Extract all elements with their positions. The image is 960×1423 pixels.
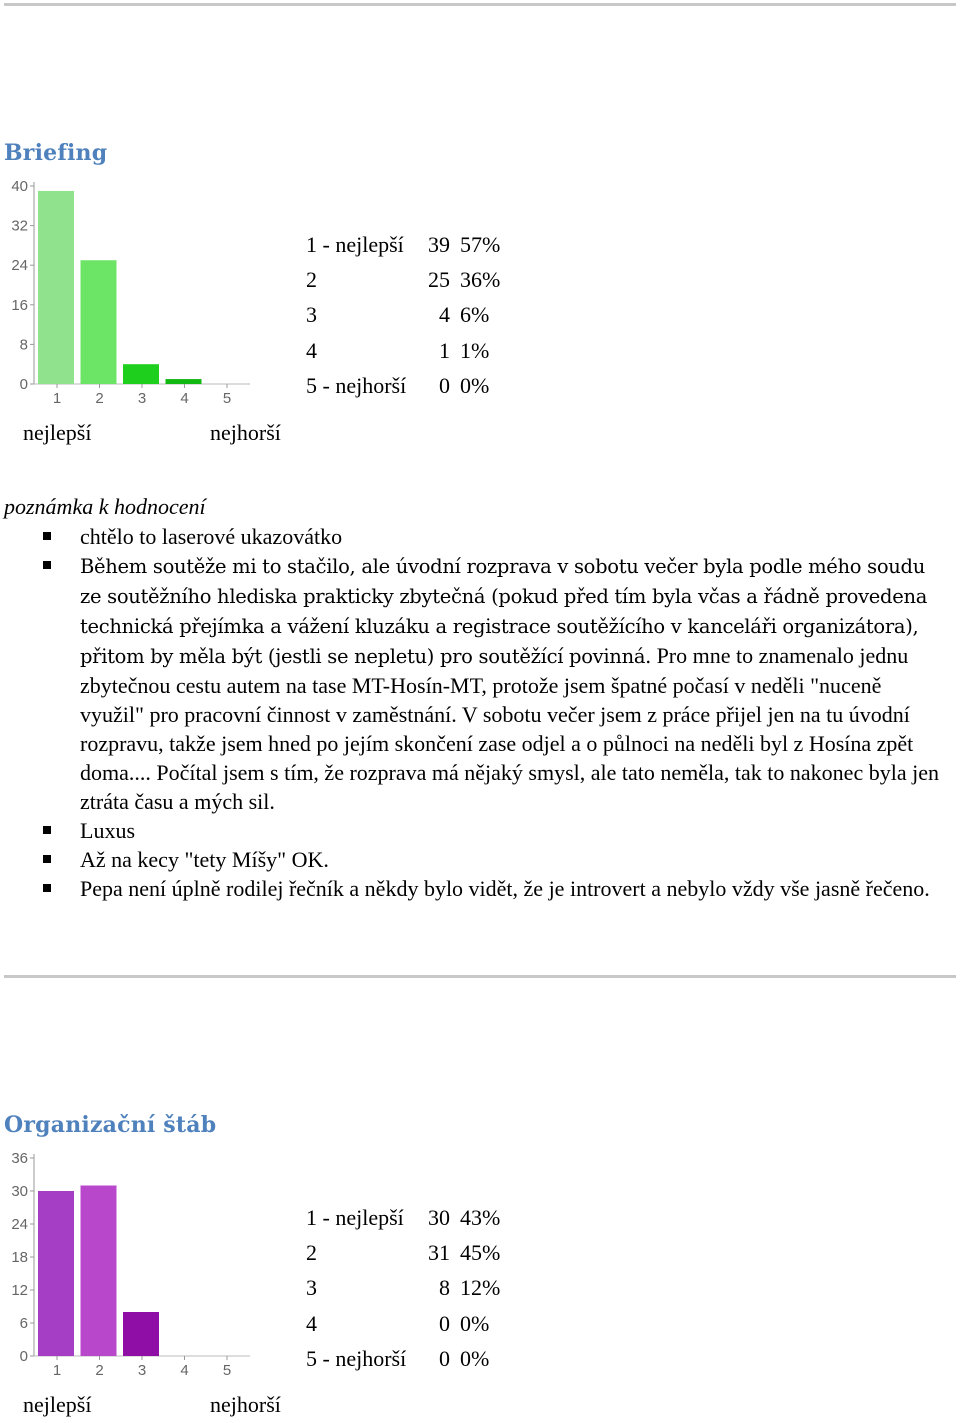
stats-percent: 0% xyxy=(460,1310,490,1336)
stats-count: 0 xyxy=(439,372,450,398)
note-item xyxy=(80,874,945,903)
bar xyxy=(38,191,74,384)
stats-count: 0 xyxy=(439,1345,450,1371)
note-item xyxy=(80,845,945,874)
bar xyxy=(81,260,117,384)
y-tick-label: 0 xyxy=(19,1348,28,1365)
stats-count: 39 xyxy=(428,231,450,257)
stats-percent: 6% xyxy=(460,302,490,328)
bar xyxy=(81,1186,117,1357)
note-item xyxy=(80,816,945,845)
x-tick-label: 3 xyxy=(137,390,147,407)
section-divider xyxy=(4,975,956,978)
y-tick-label: 40 xyxy=(11,178,28,195)
stats-count: 0 xyxy=(439,1310,450,1336)
scale-label-worst: nejhorší xyxy=(210,1392,281,1417)
briefing-bar-chart xyxy=(0,170,260,410)
bar xyxy=(38,1191,74,1356)
section-divider-top xyxy=(4,3,956,6)
stats-row xyxy=(306,368,504,403)
y-tick-label: 24 xyxy=(11,257,28,275)
stats-count: 4 xyxy=(439,302,450,328)
stats-label: 4 xyxy=(306,337,317,363)
x-tick-label: 5 xyxy=(222,1362,232,1379)
stats-percent: 1% xyxy=(460,337,490,363)
scale-label-worst: nejhorší xyxy=(210,420,281,445)
stats-count: 8 xyxy=(439,1275,450,1301)
stats-count: 31 xyxy=(428,1239,450,1265)
bar xyxy=(166,379,202,384)
stats-row xyxy=(306,1306,504,1341)
x-tick-label: 5 xyxy=(222,390,232,407)
y-tick-label: 16 xyxy=(11,296,28,314)
note-item xyxy=(80,522,945,551)
briefing-stats-table xyxy=(306,227,504,403)
stats-row xyxy=(306,298,504,333)
y-tick-label: 6 xyxy=(19,1315,28,1332)
note-text: Pro mne to znamenalo jednu zbytečnou cestu autem na tase MT-Hosín-MT, protože jsem špatné počasí v neděli "nuceně využil" pro pracovní činnost v zaměstnání. V sobotu večer jsem z práce přijel jen na tu úvodní rozpravu, takže jsem hned po jejím skončení zase odjel a o půlnoci na neděli byl z Hosína zpět doma.... Počítal jsem s tím, že rozprava má nějaký smysl, ale tato neměla, tak to nakonec byla jen ztráta času a mých sil. xyxy=(80,643,939,814)
x-tick-label: 4 xyxy=(180,390,189,407)
y-tick-label: 30 xyxy=(11,1183,28,1200)
note-text: Luxus xyxy=(80,818,135,843)
stats-percent: 12% xyxy=(460,1275,501,1301)
x-tick-label: 3 xyxy=(137,1362,147,1379)
y-tick-label: 24 xyxy=(11,1216,28,1233)
note-text-highlight: Během soutěže mi to stačilo, ale úvodní rozprava v sobotu večer byla podle mého soudu ze soutěžního hlediska prakticky zbytečná (pokud před tím byla včas a řádně provedena technická přejímka a vážení kluzáku a registrace soutěžícího v kanceláři organizátora), přitom by měla být (jestli se nepletu) pro soutěžící povinná. xyxy=(80,555,928,668)
x-tick-label: 1 xyxy=(52,1362,62,1379)
stats-row xyxy=(306,262,504,297)
stats-label: 3 xyxy=(306,302,317,328)
stats-row xyxy=(306,333,504,368)
scale-label-best: nejlepší xyxy=(23,420,92,445)
stats-label: 5 - nejhorší xyxy=(306,1345,407,1371)
bar xyxy=(123,364,159,384)
stats-row xyxy=(306,1341,504,1376)
note-text: Pepa není úplně rodilej řečník a někdy bylo vidět, že je introvert a nebylo vždy vše jasně řečeno. xyxy=(80,876,930,901)
notes-heading: poznámka k hodnocení xyxy=(4,494,206,519)
scale-label-best: nejlepší xyxy=(23,1392,92,1417)
stats-percent: 36% xyxy=(460,266,501,292)
stats-row xyxy=(306,1271,504,1306)
stats-percent: 0% xyxy=(460,1345,490,1371)
stats-label: 1 - nejlepší xyxy=(306,231,404,257)
y-tick-label: 8 xyxy=(19,336,28,354)
stats-row xyxy=(306,1235,504,1270)
note-text: chtělo to laserové ukazovátko xyxy=(80,524,343,549)
stats-row xyxy=(306,227,504,262)
stats-label: 4 xyxy=(306,1310,317,1336)
stats-label: 1 - nejlepší xyxy=(306,1204,404,1230)
stats-percent: 0% xyxy=(460,372,490,398)
organizacni-stab-stats-table xyxy=(306,1200,504,1376)
stats-label: 2 xyxy=(306,1239,317,1265)
note-item xyxy=(80,551,945,816)
x-tick-label: 2 xyxy=(95,1362,104,1379)
notes-list xyxy=(0,522,945,903)
stats-percent: 57% xyxy=(460,231,501,257)
y-tick-label: 36 xyxy=(11,1150,28,1167)
y-tick-label: 0 xyxy=(19,376,28,393)
stats-count: 30 xyxy=(428,1204,450,1230)
section-title-organizacni-stab: Organizační štáb xyxy=(4,1112,217,1138)
y-tick-label: 32 xyxy=(11,217,28,235)
y-tick-label: 12 xyxy=(11,1282,28,1299)
x-tick-label: 1 xyxy=(52,390,62,407)
section-title-briefing: Briefing xyxy=(4,140,108,166)
x-tick-label: 4 xyxy=(180,1362,189,1379)
stats-percent: 43% xyxy=(460,1204,501,1230)
stats-row xyxy=(306,1200,504,1235)
x-tick-label: 2 xyxy=(95,390,104,407)
y-tick-label: 18 xyxy=(11,1249,28,1266)
stats-percent: 45% xyxy=(460,1239,501,1265)
organizacni-stab-bar-chart xyxy=(0,1142,260,1382)
stats-count: 1 xyxy=(439,337,450,363)
stats-count: 25 xyxy=(428,266,450,292)
note-text: Až na kecy "tety Míšy" OK. xyxy=(80,847,329,872)
stats-label: 5 - nejhorší xyxy=(306,372,407,398)
bar xyxy=(123,1312,159,1356)
stats-label: 3 xyxy=(306,1275,317,1301)
stats-label: 2 xyxy=(306,266,317,292)
